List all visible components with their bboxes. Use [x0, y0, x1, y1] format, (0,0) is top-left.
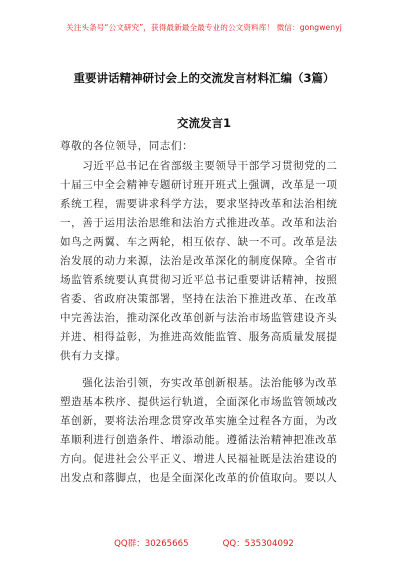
paragraph [60, 157, 354, 366]
document-body [60, 157, 354, 488]
body-line: 省委、省政府决策部署，坚持在法治下推进改革、在改革 [60, 293, 338, 305]
body-line: 革创新，要将法治理念贯穿改革实施全过程各方面，为改 [60, 415, 338, 427]
salutation: 尊敬的各位领导，同志们： [60, 140, 194, 152]
footer-contact [0, 537, 408, 549]
paragraph [60, 374, 354, 488]
body-line: 系统工程，需要讲求科学方法，要求坚持改革和法治相统 [60, 198, 338, 210]
paragraph-spacer [60, 366, 354, 374]
body-line: 并进、相得益彰，为推进高效能监管、服务高质量发展提 [60, 331, 338, 343]
body-line: 中完善法治，推动深化改革创新与法治市场监管建设齐头 [60, 312, 338, 324]
header-banner: 关注头条号“公文研究”，获得最新最全最专业的公文资料库！ 微信：gongwenyj [66, 23, 342, 32]
body-line: 供有力支撑。 [60, 350, 127, 362]
body-line: 场监管系统要认真贯彻习近平总书记重要讲话精神，按照 [60, 274, 338, 286]
body-line: 十届三中全会精神专题研讨班开班式上强调，改革是一项 [60, 179, 338, 191]
body-line: 方向。促进社会公平正义、增进人民福祉既是法治建设的 [60, 453, 338, 465]
body-line: 塑造基本秩序、提供运行轨道，全面深化市场监管领域改 [60, 396, 338, 408]
body-line: 习近平总书记在省部级主要领导干部学习贯彻党的二 [60, 160, 338, 172]
body-line: 出发点和落脚点，也是全面深化改革的价值取向。要以人 [60, 472, 338, 484]
section-heading: 交流发言1 [176, 116, 231, 130]
body-line: 如鸟之两翼、车之两轮，相互依存、缺一不可。改革是法 [60, 236, 338, 248]
footer-qq-number: QQ：535304092 [222, 539, 294, 549]
footer-qq-group: QQ群：30265665 [114, 539, 189, 549]
body-line: 强化法治引领，夯实改革创新根基。法治能够为改革 [60, 377, 338, 389]
body-line: 治发展的动力来源，法治是改革深化的制度保障。全省市 [60, 255, 338, 267]
document-title: 重要讲话精神研讨会上的交流发言材料汇编（3篇） [73, 71, 335, 85]
body-line: 革顺利进行创造条件、增添动能。遵循法治精神把准改革 [60, 434, 338, 446]
body-line: 一，善于运用法治思维和法治方式推进改革。改革和法治 [60, 217, 338, 229]
